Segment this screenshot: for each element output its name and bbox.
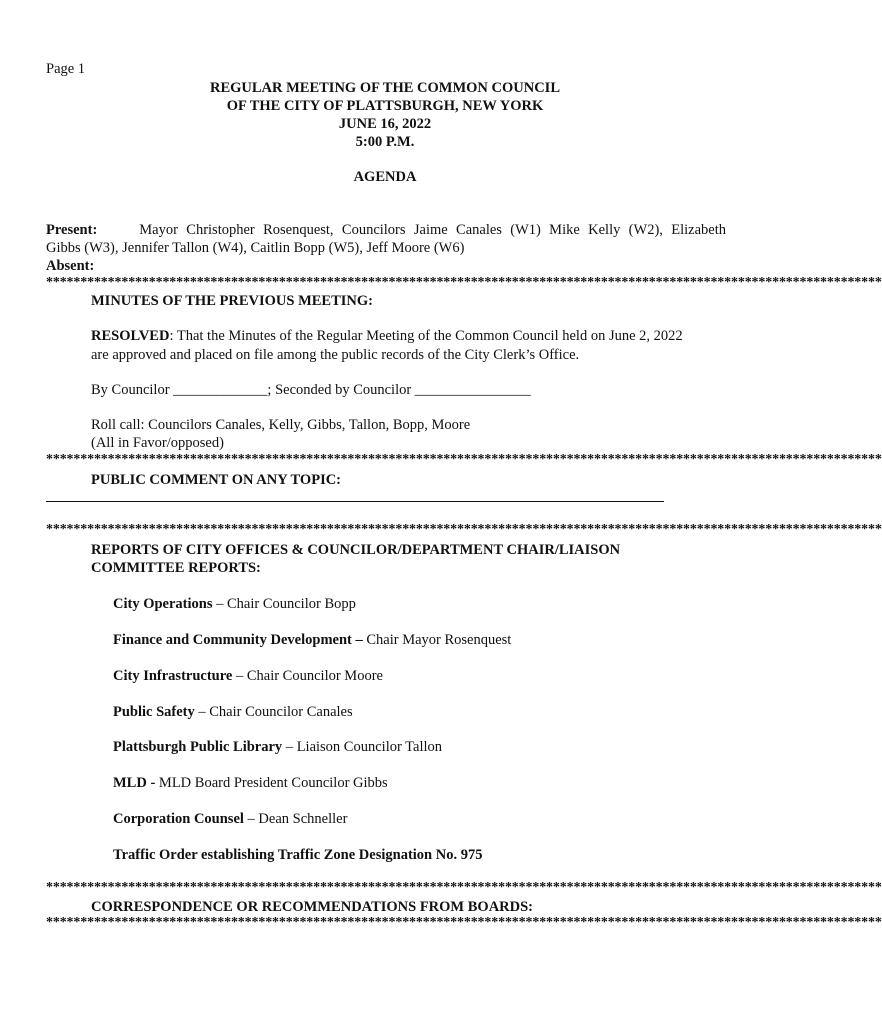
title-line-2: OF THE CITY OF PLATTSBURGH, NEW YORK xyxy=(226,98,544,114)
report-item-title: Finance and Community Development – xyxy=(113,632,363,648)
present-label: Present: xyxy=(46,222,98,238)
report-item-detail: MLD Board President Councilor Gibbs xyxy=(155,775,388,791)
motion-line: By Councilor _____________; Seconded by Councilor ________________ xyxy=(91,382,531,398)
report-item-detail: – Chair Councilor Canales xyxy=(194,704,353,720)
public-comment-blank-line xyxy=(46,501,664,502)
report-item-detail: – Dean Schneller xyxy=(243,811,348,827)
page-number: Page 1 xyxy=(46,61,86,77)
vote-line: (All in Favor/opposed) xyxy=(91,435,224,451)
report-item-detail: – Liaison Councilor Tallon xyxy=(282,739,442,755)
resolved-line-2: are approved and placed on file among the public records of the City Clerk’s Office. xyxy=(91,347,580,363)
absent-label: Absent: xyxy=(46,258,95,274)
minutes-heading: MINUTES OF THE PREVIOUS MEETING: xyxy=(91,293,373,309)
separator-3: ************************************************************************************************************************** xyxy=(46,522,882,537)
report-item-title: Plattsburgh Public Library xyxy=(113,739,283,755)
report-item-detail: Chair Mayor Rosenquest xyxy=(362,632,512,648)
report-item-title: City Operations xyxy=(113,596,213,612)
report-item-title: Corporation Counsel xyxy=(113,811,244,827)
report-item xyxy=(113,774,388,792)
report-item-detail: – Chair Councilor Bopp xyxy=(212,596,356,612)
resolved-line-1 xyxy=(91,327,683,345)
present-list-1: Mayor Christopher Rosenquest, Councilors Jaime Canales (W1) Mike Kelly (W2), Elizabeth xyxy=(139,222,726,238)
agenda-heading: AGENDA xyxy=(353,169,417,185)
report-item-title: City Infrastructure xyxy=(113,668,233,684)
report-item xyxy=(113,703,353,721)
report-item-detail: – Chair Councilor Moore xyxy=(232,668,383,684)
public-comment-heading: PUBLIC COMMENT ON ANY TOPIC: xyxy=(91,472,342,488)
title-line-1: REGULAR MEETING OF THE COMMON COUNCIL xyxy=(209,80,561,96)
report-item xyxy=(113,738,442,756)
report-item xyxy=(113,846,482,864)
reports-heading-2: COMMITTEE REPORTS: xyxy=(91,560,261,576)
separator-1: ************************************************************************************************************************** xyxy=(46,275,882,290)
report-item xyxy=(113,595,356,613)
separator-2: ************************************************************************************************************************** xyxy=(46,452,882,467)
report-item xyxy=(113,631,511,649)
report-item xyxy=(113,810,347,828)
report-item xyxy=(113,667,383,685)
present-line-1 xyxy=(46,221,726,239)
meeting-date: JUNE 16, 2022 xyxy=(338,116,432,132)
roll-call-line: Roll call: Councilors Canales, Kelly, Gibbs, Tallon, Bopp, Moore xyxy=(91,417,471,433)
present-line-2: Gibbs (W3), Jennifer Tallon (W4), Caitlin Bopp (W5), Jeff Moore (W6) xyxy=(46,240,465,256)
separator-5: ************************************************************************************************************************** xyxy=(46,915,882,930)
separator-4: ************************************************************************************************************************** xyxy=(46,880,882,895)
resolved-text-1: : That the Minutes of the Regular Meeting of the Common Council held on June 2, 2022 xyxy=(169,328,683,344)
resolved-label: RESOLVED xyxy=(91,328,170,344)
report-item-title: Traffic Order establishing Traffic Zone Designation No. 975 xyxy=(113,847,483,863)
report-item-title: Public Safety xyxy=(113,704,195,720)
meeting-time: 5:00 P.M. xyxy=(355,134,415,150)
report-item-title: MLD - xyxy=(113,775,156,791)
reports-heading-1: REPORTS OF CITY OFFICES & COUNCILOR/DEPARTMENT CHAIR/LIAISON xyxy=(91,542,621,558)
correspondence-heading: CORRESPONDENCE OR RECOMMENDATIONS FROM BOARDS: xyxy=(91,899,533,915)
